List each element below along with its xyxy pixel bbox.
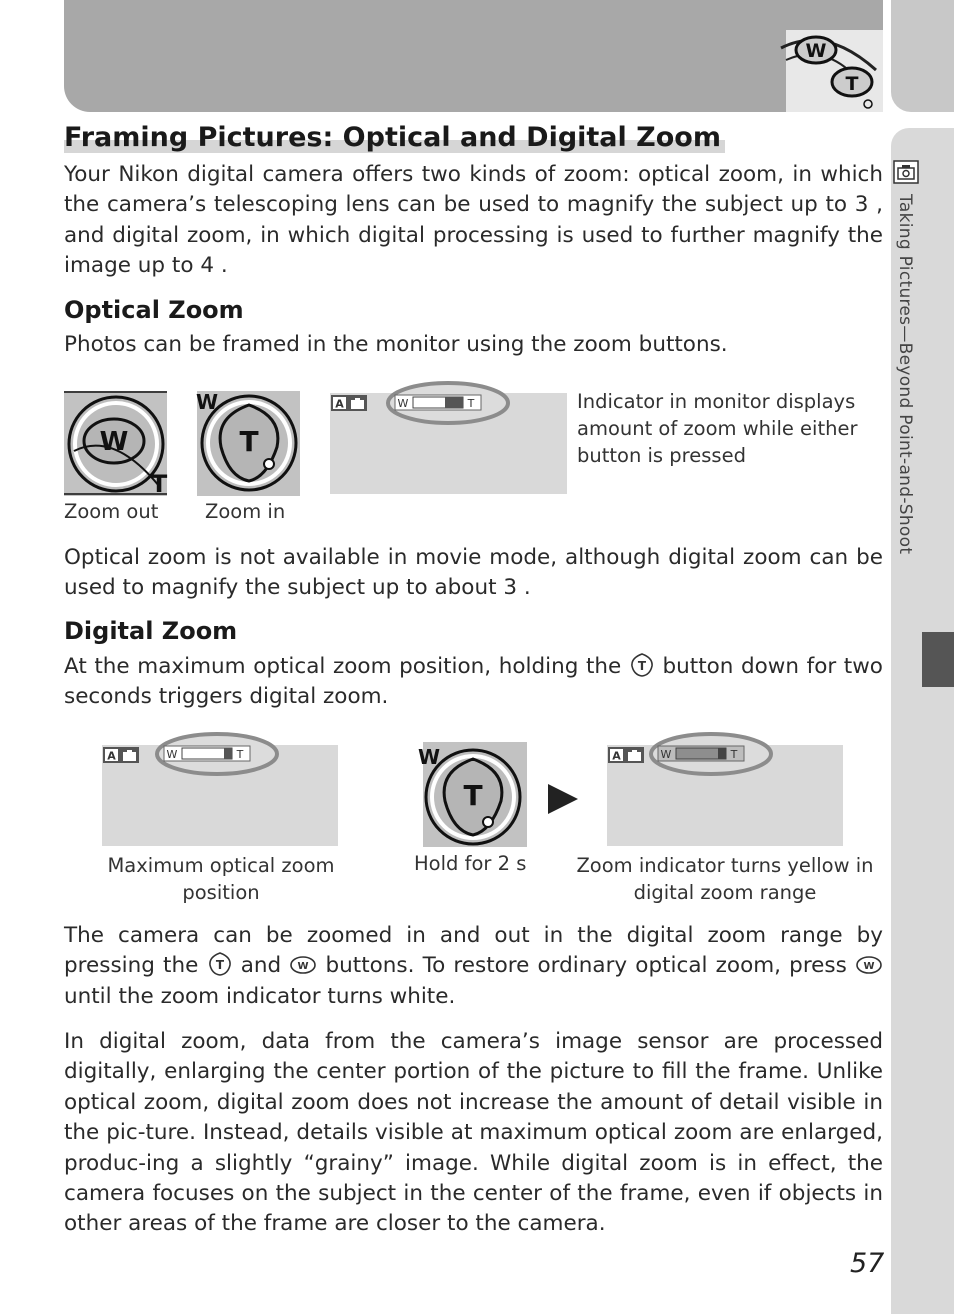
header-band xyxy=(64,0,883,112)
svg-text:T: T xyxy=(637,659,646,673)
svg-text:W: W xyxy=(166,748,178,761)
camera-icon xyxy=(893,160,919,184)
movie-mode-note: Optical zoom is not available in movie mode, although digital zoom can be used to magnify the subject up to about 3 . xyxy=(64,545,883,601)
digital-zoom-heading: Digital Zoom xyxy=(64,617,238,645)
max-optical-caption: Maximum optical zoom position xyxy=(107,854,335,904)
digital-range-caption: Zoom indicator turns yellow in digital zoom range xyxy=(576,854,874,904)
zoom-out-button-image xyxy=(64,391,167,496)
svg-text:T: T xyxy=(463,779,483,812)
zoom-in-button-icon xyxy=(629,652,655,678)
shooting-mode-icon xyxy=(102,745,142,769)
svg-text:A: A xyxy=(335,397,344,411)
optical-zoom-text: Photos can be framed in the monitor using the zoom buttons. xyxy=(64,332,728,357)
svg-text:T: T xyxy=(236,748,244,761)
header-corner-block xyxy=(891,0,954,112)
play-arrow-icon xyxy=(546,782,580,820)
svg-text:W: W xyxy=(660,748,672,761)
zoom-indicator-max xyxy=(154,731,280,781)
digital-range-paragraph: The camera can be zoomed in and out in the digital zoom range by pressing the T and W buttons. To restore ordinary optical zoom, press W until the zoom indicator turns white. xyxy=(64,923,883,1009)
svg-text:W: W xyxy=(417,745,441,769)
zoom-indicator xyxy=(385,380,511,430)
zoom-out-button-icon xyxy=(289,954,317,974)
zoom-in-caption: Zoom in xyxy=(205,500,286,523)
svg-text:T: T xyxy=(239,425,259,458)
digital-zoom-text: At the maximum optical zoom position, holding the T button down for two seconds triggers digital zoom. xyxy=(64,654,883,710)
indicator-caption: Indicator in monitor displays amount of zoom while either button is pressed xyxy=(577,390,858,467)
svg-text:T: T xyxy=(467,397,475,410)
svg-text:W: W xyxy=(99,427,129,457)
intro-paragraph: Your Nikon digital camera offers two kinds of zoom: optical zoom, in which the camera’s telescoping lens can be used to magnify the subject up to 3 , and digital zoom, in which digital processing is used to further magnify the image up to 4 . xyxy=(64,162,883,279)
svg-text:T: T xyxy=(150,470,168,498)
svg-text:T: T xyxy=(845,73,859,95)
shooting-mode-icon xyxy=(607,745,647,769)
optical-zoom-heading: Optical Zoom xyxy=(64,296,244,324)
page-number: 57 xyxy=(850,1248,885,1279)
svg-text:W: W xyxy=(397,397,409,410)
hold-zoom-in-button-image xyxy=(417,742,527,847)
zoom-indicator-digital xyxy=(648,731,774,781)
zoom-in-button-icon xyxy=(207,951,233,977)
zoom-dial-icon xyxy=(786,30,883,112)
svg-text:W: W xyxy=(863,961,875,973)
zoom-out-caption: Zoom out xyxy=(64,500,159,523)
zoom-in-button-image xyxy=(197,391,300,496)
zoom-out-button-icon xyxy=(855,954,883,974)
svg-text:W: W xyxy=(805,40,827,62)
svg-text:W: W xyxy=(195,390,219,414)
svg-text:T: T xyxy=(215,958,224,973)
svg-text:A: A xyxy=(107,749,116,763)
svg-text:W: W xyxy=(297,961,309,973)
digital-detail-paragraph: In digital zoom, data from the camera’s image sensor are processed digitally, enlarging the center portion of the picture to fill the frame. Unlike optical zoom, digital zoom does not increase the amount of detail visible in the pic-ture. Instead, details visible at maximum optical zoom are enlarged, produc-ing a slightly “grainy” image. While digital zoom is in effect, the camera focuses on the subject in the center of the frame, even if objects in other areas of the frame are closer to the camera. xyxy=(64,1029,883,1237)
side-tab-label: Taking Pictures—Beyond Point-and-Shoot xyxy=(895,194,915,555)
svg-text:A: A xyxy=(612,749,621,763)
svg-text:T: T xyxy=(730,748,738,761)
shooting-mode-icon xyxy=(330,393,370,417)
side-tab-marker xyxy=(922,632,954,687)
hold-caption: Hold for 2 s xyxy=(414,852,527,875)
page-title: Framing Pictures: Optical and Digital Zoom xyxy=(64,122,725,153)
